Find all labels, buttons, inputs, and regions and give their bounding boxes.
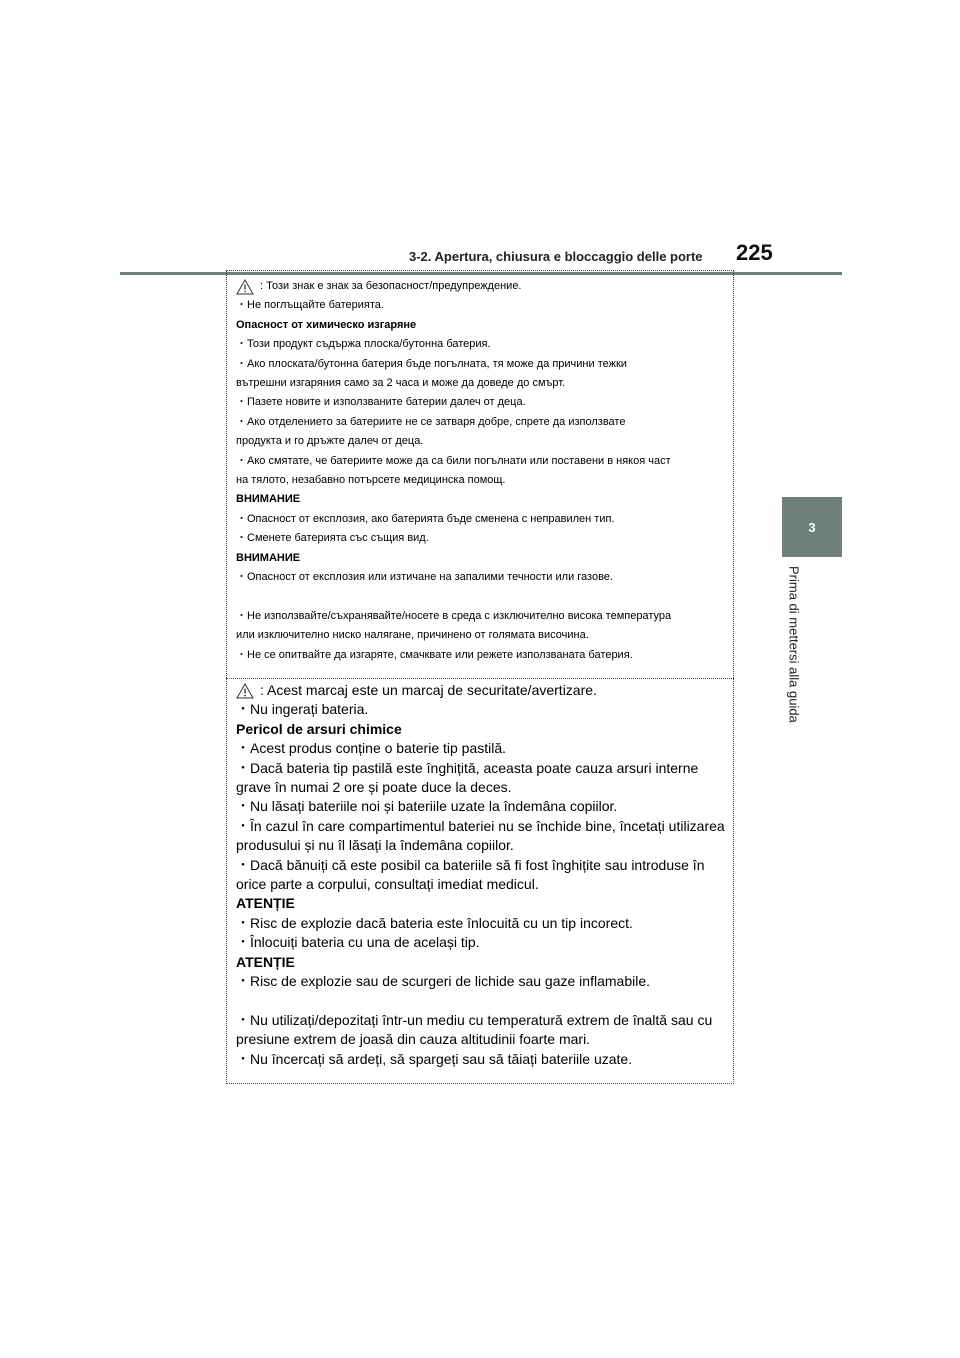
romanian-warning-section — [236, 681, 728, 1069]
bulgarian-line: ・Не използвайте/съхранявайте/носете в среда с изключително висока температура — [236, 609, 672, 622]
romanian-line: orice parte a corpului, consultați imediat medicul. — [236, 876, 539, 893]
chapter-number: 3 — [808, 519, 816, 535]
romanian-line: produsului și nu îl lăsați la îndemâna copiilor. — [236, 837, 514, 854]
blank-line — [236, 588, 726, 607]
bulgarian-line: ・Не се опитвайте да изгаряте, смачквате или режете използваната батерия. — [236, 648, 633, 661]
romanian-line: ・Dacă bateria tip pastilă este înghițită, aceasta poate cauza arsuri interne — [236, 759, 699, 776]
bulgarian-line: ・Ако отделението за батериите не се затваря добре, спрете да използвате — [236, 415, 626, 428]
bulgarian-warning-section — [236, 277, 726, 665]
box-divider — [226, 678, 734, 679]
romanian-line: ・Nu lăsați bateriile noi și bateriile uzate la îndemâna copiilor. — [236, 798, 618, 815]
romanian-heading: ATENȚIE — [236, 895, 295, 912]
bulgarian-line: ・Опасност от експлозия, ако батерията бъде сменена с неправилен тип. — [236, 512, 615, 525]
bulgarian-line: вътрешни изгаряния само за 2 часа и може да доведе до смърт. — [236, 377, 566, 390]
bulgarian-heading: Опасност от химическо изгаряне — [236, 318, 417, 331]
bulgarian-line: продукта и го дръжте далеч от деца. — [236, 435, 424, 448]
chapter-tab — [782, 497, 842, 557]
bulgarian-line: ・Опасност от експлозия или изтичане на запалими течности или газове. — [236, 571, 613, 584]
bulgarian-line: ・Пазете новите и използваните батерии далеч от деца. — [236, 396, 526, 409]
bulgarian-line: ・Ако плоската/бутонна батерия бъде погълната, тя може да причини тежки — [236, 357, 627, 370]
bulgarian-heading: ВНИМАНИЕ — [236, 493, 301, 506]
romanian-line: ・Nu ingerați bateria. — [236, 701, 369, 718]
romanian-warning-line — [236, 681, 728, 700]
romanian-line: ・Nu utilizați/depozitați într-un mediu cu temperatură extrem de înaltă sau cu — [236, 1011, 713, 1028]
bulgarian-line: ・Този продукт съдържа плоска/бутонна батерия. — [236, 338, 491, 351]
romanian-line: ・Nu încercați să ardeți, să spargeți sau să tăiați bateriile uzate. — [236, 1050, 633, 1067]
blank-line — [236, 992, 728, 1011]
romanian-heading: Pericol de arsuri chimice — [236, 720, 402, 737]
warning-triangle-icon — [236, 683, 254, 699]
romanian-line: ・Risc de explozie sau de scurgeri de lichide sau gaze inflamabile. — [236, 973, 650, 990]
romanian-line: ・Acest produs conține o baterie tip pastilă. — [236, 740, 507, 757]
romanian-line: ・În cazul în care compartimentul bateriei nu se închide bine, încetați utilizarea — [236, 817, 725, 834]
romanian-line: ・Dacă bănuiți că este posibil ca bateriile să fi fost înghițite sau introduse în — [236, 856, 705, 873]
chapter-title: Prima di mettersi alla guida — [786, 566, 802, 723]
bulgarian-line: или изключително ниско налягане, причинено от голямата височина. — [236, 629, 589, 642]
bulgarian-line: на тялото, незабавно потърсете медицинска помощ. — [236, 474, 506, 487]
romanian-line: grave în numai 2 ore și poate duce la deces. — [236, 779, 512, 796]
romanian-heading: ATENȚIE — [236, 953, 295, 970]
bulgarian-line: ・Сменете батерията със същия вид. — [236, 532, 429, 545]
bulgarian-warning-sign-text: : Този знак е знак за безопасност/предупреждение. — [260, 280, 522, 292]
bulgarian-line: ・Ако смятате, че батериите може да са били погълнати или поставени в някоя част — [236, 454, 671, 467]
romanian-line: presiune extrem de joasă din cauza altitudinii foarte mari. — [236, 1031, 591, 1048]
warning-triangle-icon — [236, 279, 254, 295]
romanian-warning-sign-text: : Acest marcaj este un marcaj de securitate/avertizare. — [260, 682, 597, 698]
section-title: 3-2. Apertura, chiusura e bloccaggio delle porte — [409, 249, 703, 264]
romanian-line: ・Risc de explozie dacă bateria este înlocuită cu un tip incorect. — [236, 914, 633, 931]
bulgarian-line: ・Не поглъщайте батерията. — [236, 299, 384, 312]
page-number: 225 — [736, 240, 773, 265]
romanian-line: ・Înlocuiți bateria cu una de același tip. — [236, 934, 480, 951]
bulgarian-warning-line — [236, 277, 726, 296]
bulgarian-heading: ВНИМАНИЕ — [236, 551, 301, 564]
